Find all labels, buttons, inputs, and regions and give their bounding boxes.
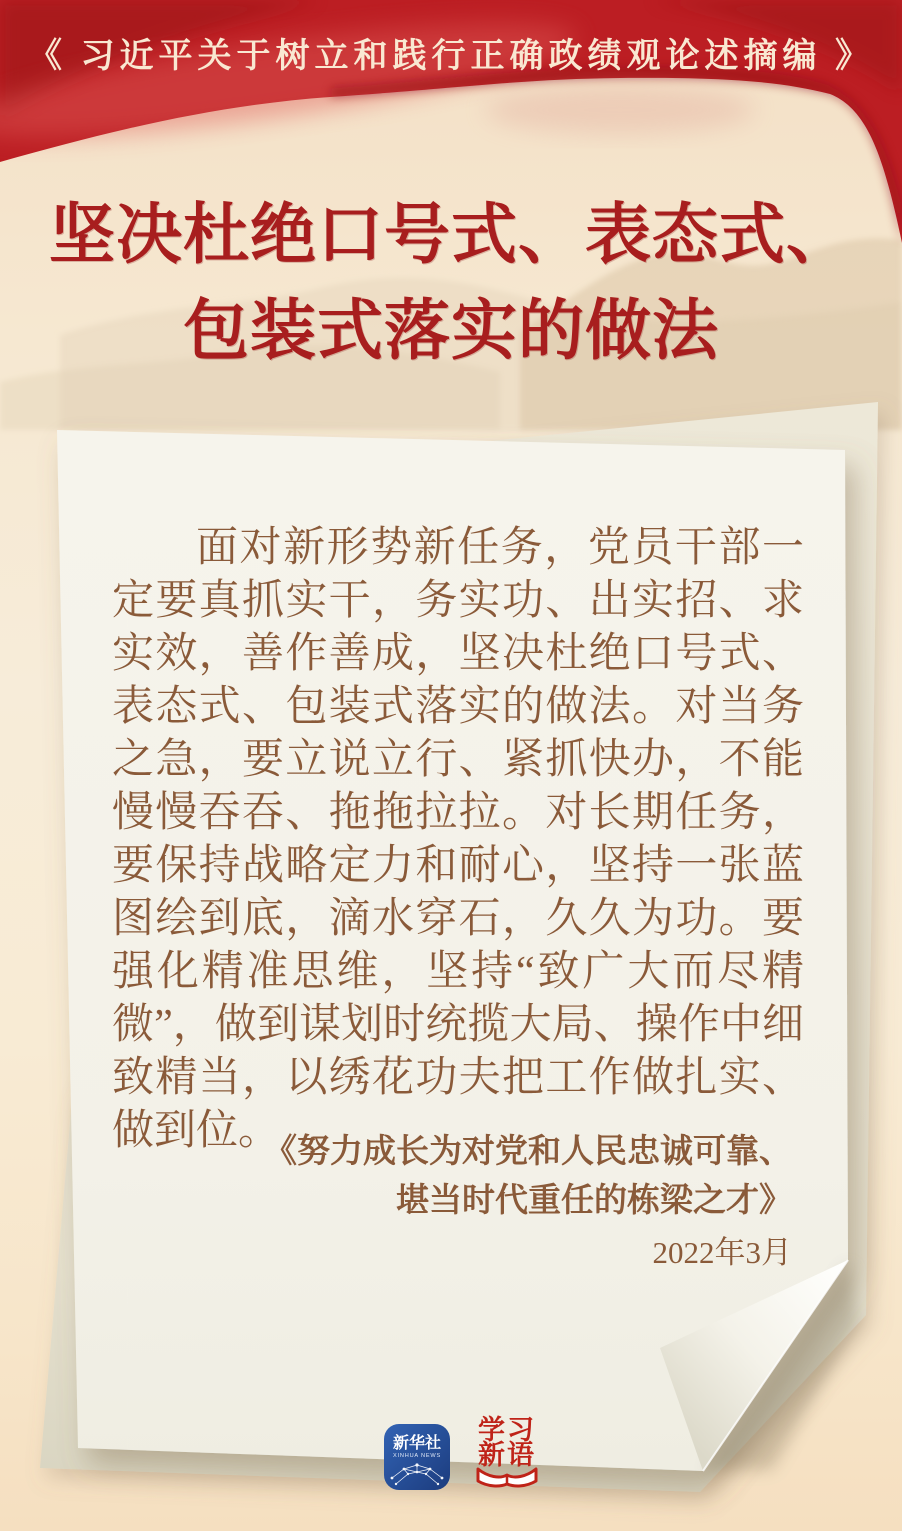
- banner-title: 《 习近平关于树立和践行正确政绩观论述摘编 》: [28, 38, 874, 75]
- headline: [0, 188, 902, 380]
- headline-line1: 坚决杜绝口号式、表态式、: [49, 199, 853, 272]
- xinhua-news-logo: [384, 1424, 450, 1490]
- attribution-line1: 《努力成长为对党和人民忠诚可靠、: [264, 1134, 792, 1170]
- headline-line2: 包装式落实的做法: [183, 295, 719, 368]
- attribution-line2: 堪当时代重任的栋梁之才》: [396, 1183, 792, 1219]
- attribution-date: 2022年3月: [652, 1235, 792, 1270]
- xuexi-logo-line2: 新语: [478, 1440, 536, 1470]
- xuexi-logo-line1: 学习: [478, 1415, 536, 1445]
- footer-logos: [0, 1415, 902, 1498]
- quote-attribution: [152, 1128, 792, 1277]
- quote-body: 面对新形势新任务，党员干部一定要真抓实干，务实功、出实招、求实效，善作善成，坚决杜绝口号式、表态式、包装式落实的做法。对当务之急，要立说立行、紧抓快办，不能慢慢吞吞、拖拖拉拉。对长期任务，要保持战略定力和耐心，坚持一张蓝图绘到底，滴水穿石，久久为功。要强化精准思维，坚持“致广大而尽精微”，做到谋划时统揽大局、操作中细致精当，以绣花功夫把工作做扎实、做到位。: [112, 525, 804, 1154]
- xinhua-logo-cn-text: 新华社: [392, 1435, 442, 1452]
- xuexi-xinyu-logo: [468, 1415, 546, 1496]
- xinhua-logo-en-text: XINHUA NEWS: [393, 1453, 441, 1459]
